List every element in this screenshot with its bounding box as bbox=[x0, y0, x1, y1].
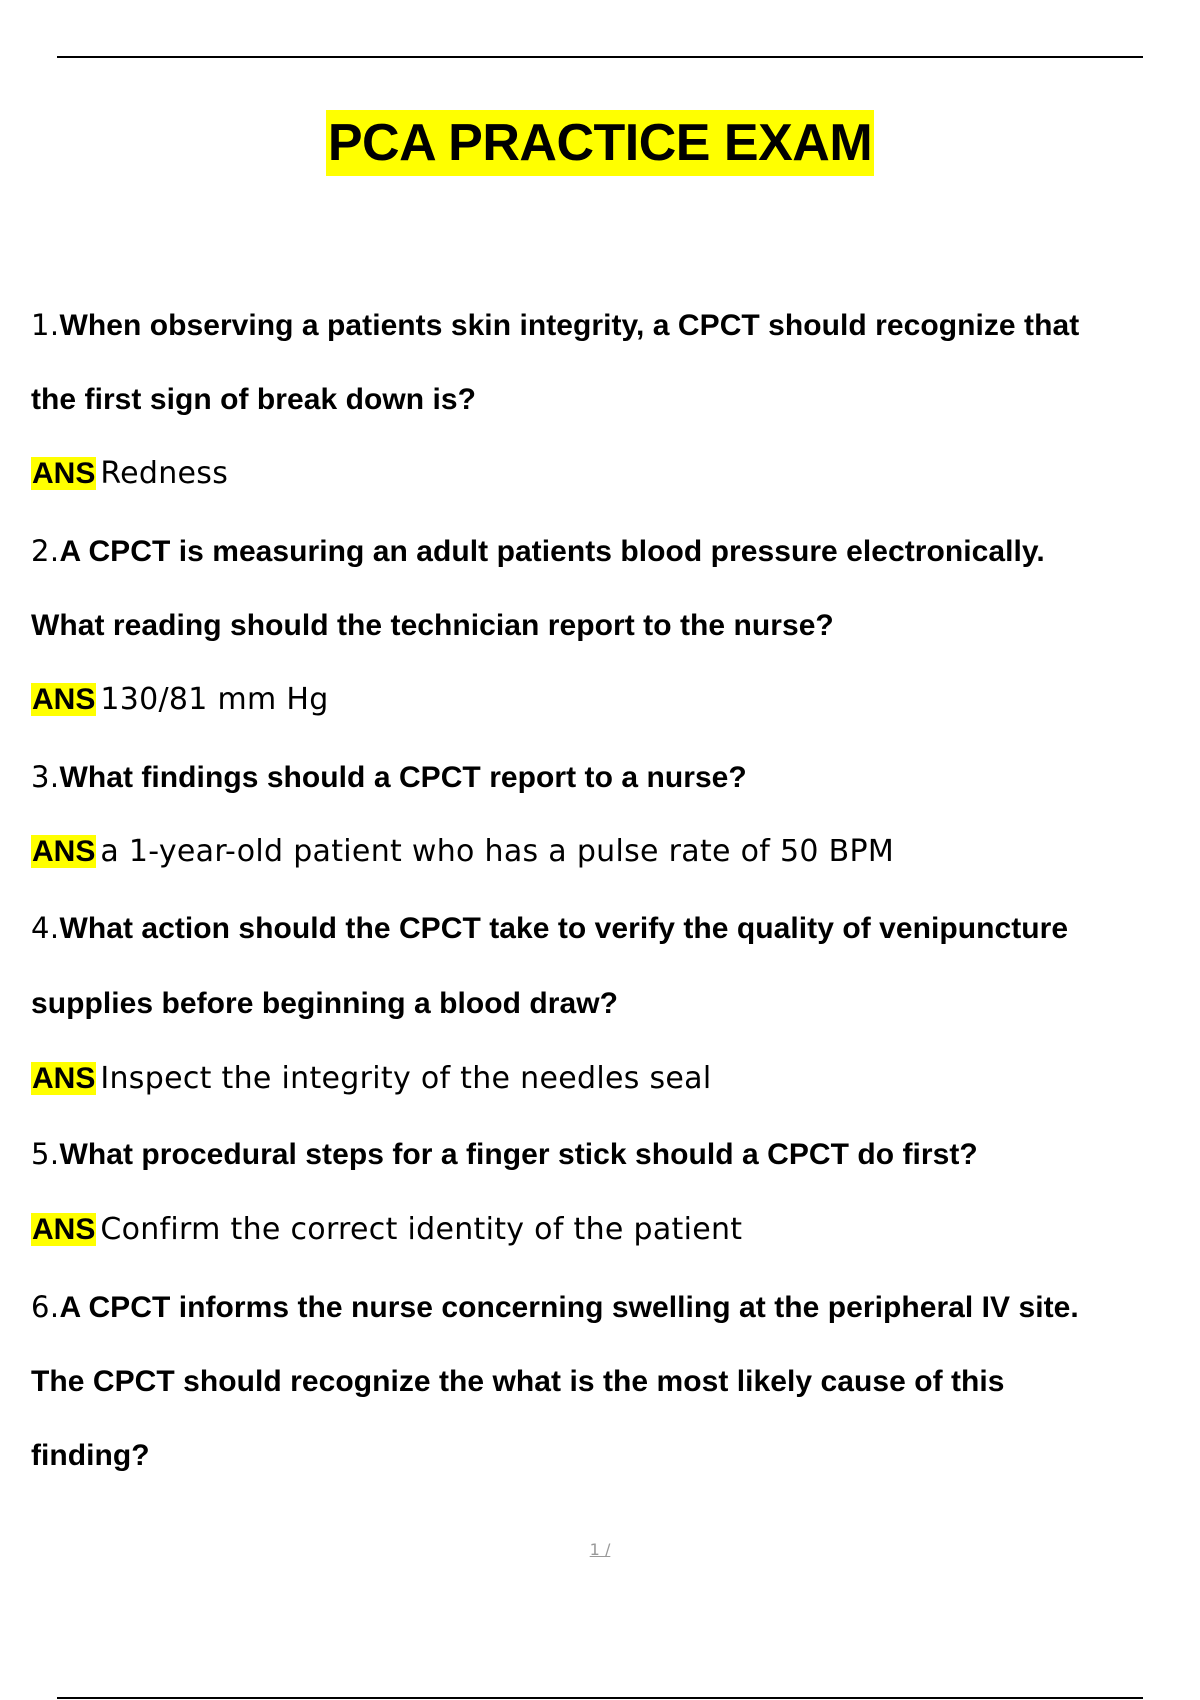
question-number: 1. bbox=[31, 308, 60, 342]
question-6-line-2 bbox=[31, 1362, 1005, 1402]
question-4-line-1 bbox=[31, 908, 1068, 948]
question-text: A CPCT is measuring an adult patients blood pressure electronically. bbox=[59, 535, 1045, 568]
answer-2 bbox=[31, 680, 329, 720]
question-number: 5. bbox=[31, 1137, 60, 1171]
question-2-line-2 bbox=[31, 606, 834, 646]
question-text: When observing a patients skin integrity, a CPCT should recognize that bbox=[59, 309, 1080, 342]
question-1-line-2 bbox=[31, 380, 476, 420]
question-text: finding? bbox=[31, 1439, 150, 1472]
question-6-line-1 bbox=[31, 1287, 1079, 1327]
question-number: 4. bbox=[31, 911, 60, 945]
question-1-line-1 bbox=[31, 305, 1079, 345]
question-5-line-1 bbox=[31, 1134, 978, 1174]
answer-3 bbox=[31, 832, 894, 872]
question-4-line-2 bbox=[31, 984, 618, 1024]
question-text: What reading should the technician report to the nurse? bbox=[31, 609, 834, 642]
question-text: The CPCT should recognize the what is the most likely cause of this bbox=[31, 1365, 1005, 1398]
question-text: What procedural steps for a finger stick should a CPCT do first? bbox=[59, 1138, 978, 1171]
answer-5 bbox=[31, 1210, 742, 1250]
answer-text: a 1-year-old patient who has a pulse rate of 50 BPM bbox=[100, 834, 895, 869]
page-title: PCA PRACTICE EXAM bbox=[326, 110, 874, 176]
question-number: 6. bbox=[31, 1290, 60, 1324]
question-6-line-3 bbox=[31, 1436, 150, 1476]
answer-label: ANS bbox=[32, 835, 96, 868]
answer-label: ANS bbox=[32, 683, 96, 716]
answer-label: ANS bbox=[32, 1213, 96, 1246]
answer-1 bbox=[31, 454, 228, 494]
question-3-line-1 bbox=[31, 757, 747, 797]
answer-text: Inspect the integrity of the needles seal bbox=[100, 1061, 712, 1096]
bottom-rule bbox=[57, 1697, 1143, 1699]
answer-text: 130/81 mm Hg bbox=[100, 682, 329, 717]
top-rule bbox=[57, 56, 1143, 58]
question-number: 3. bbox=[31, 760, 60, 794]
question-number: 2. bbox=[31, 534, 60, 568]
answer-text: Redness bbox=[100, 456, 229, 491]
question-text: A CPCT informs the nurse concerning swelling at the peripheral IV site. bbox=[59, 1291, 1079, 1324]
question-text: What findings should a CPCT report to a nurse? bbox=[59, 761, 747, 794]
page-number: 1 / bbox=[589, 1540, 611, 1559]
answer-label: ANS bbox=[32, 1062, 96, 1095]
answer-4 bbox=[31, 1059, 712, 1099]
question-text: supplies before beginning a blood draw? bbox=[31, 987, 618, 1020]
answer-text: Confirm the correct identity of the patient bbox=[100, 1212, 743, 1247]
answer-label: ANS bbox=[32, 457, 96, 490]
question-text: What action should the CPCT take to verify the quality of venipuncture bbox=[59, 912, 1069, 945]
question-2-line-1 bbox=[31, 531, 1045, 571]
title-wrap bbox=[0, 110, 1200, 176]
question-text: the first sign of break down is? bbox=[31, 383, 476, 416]
